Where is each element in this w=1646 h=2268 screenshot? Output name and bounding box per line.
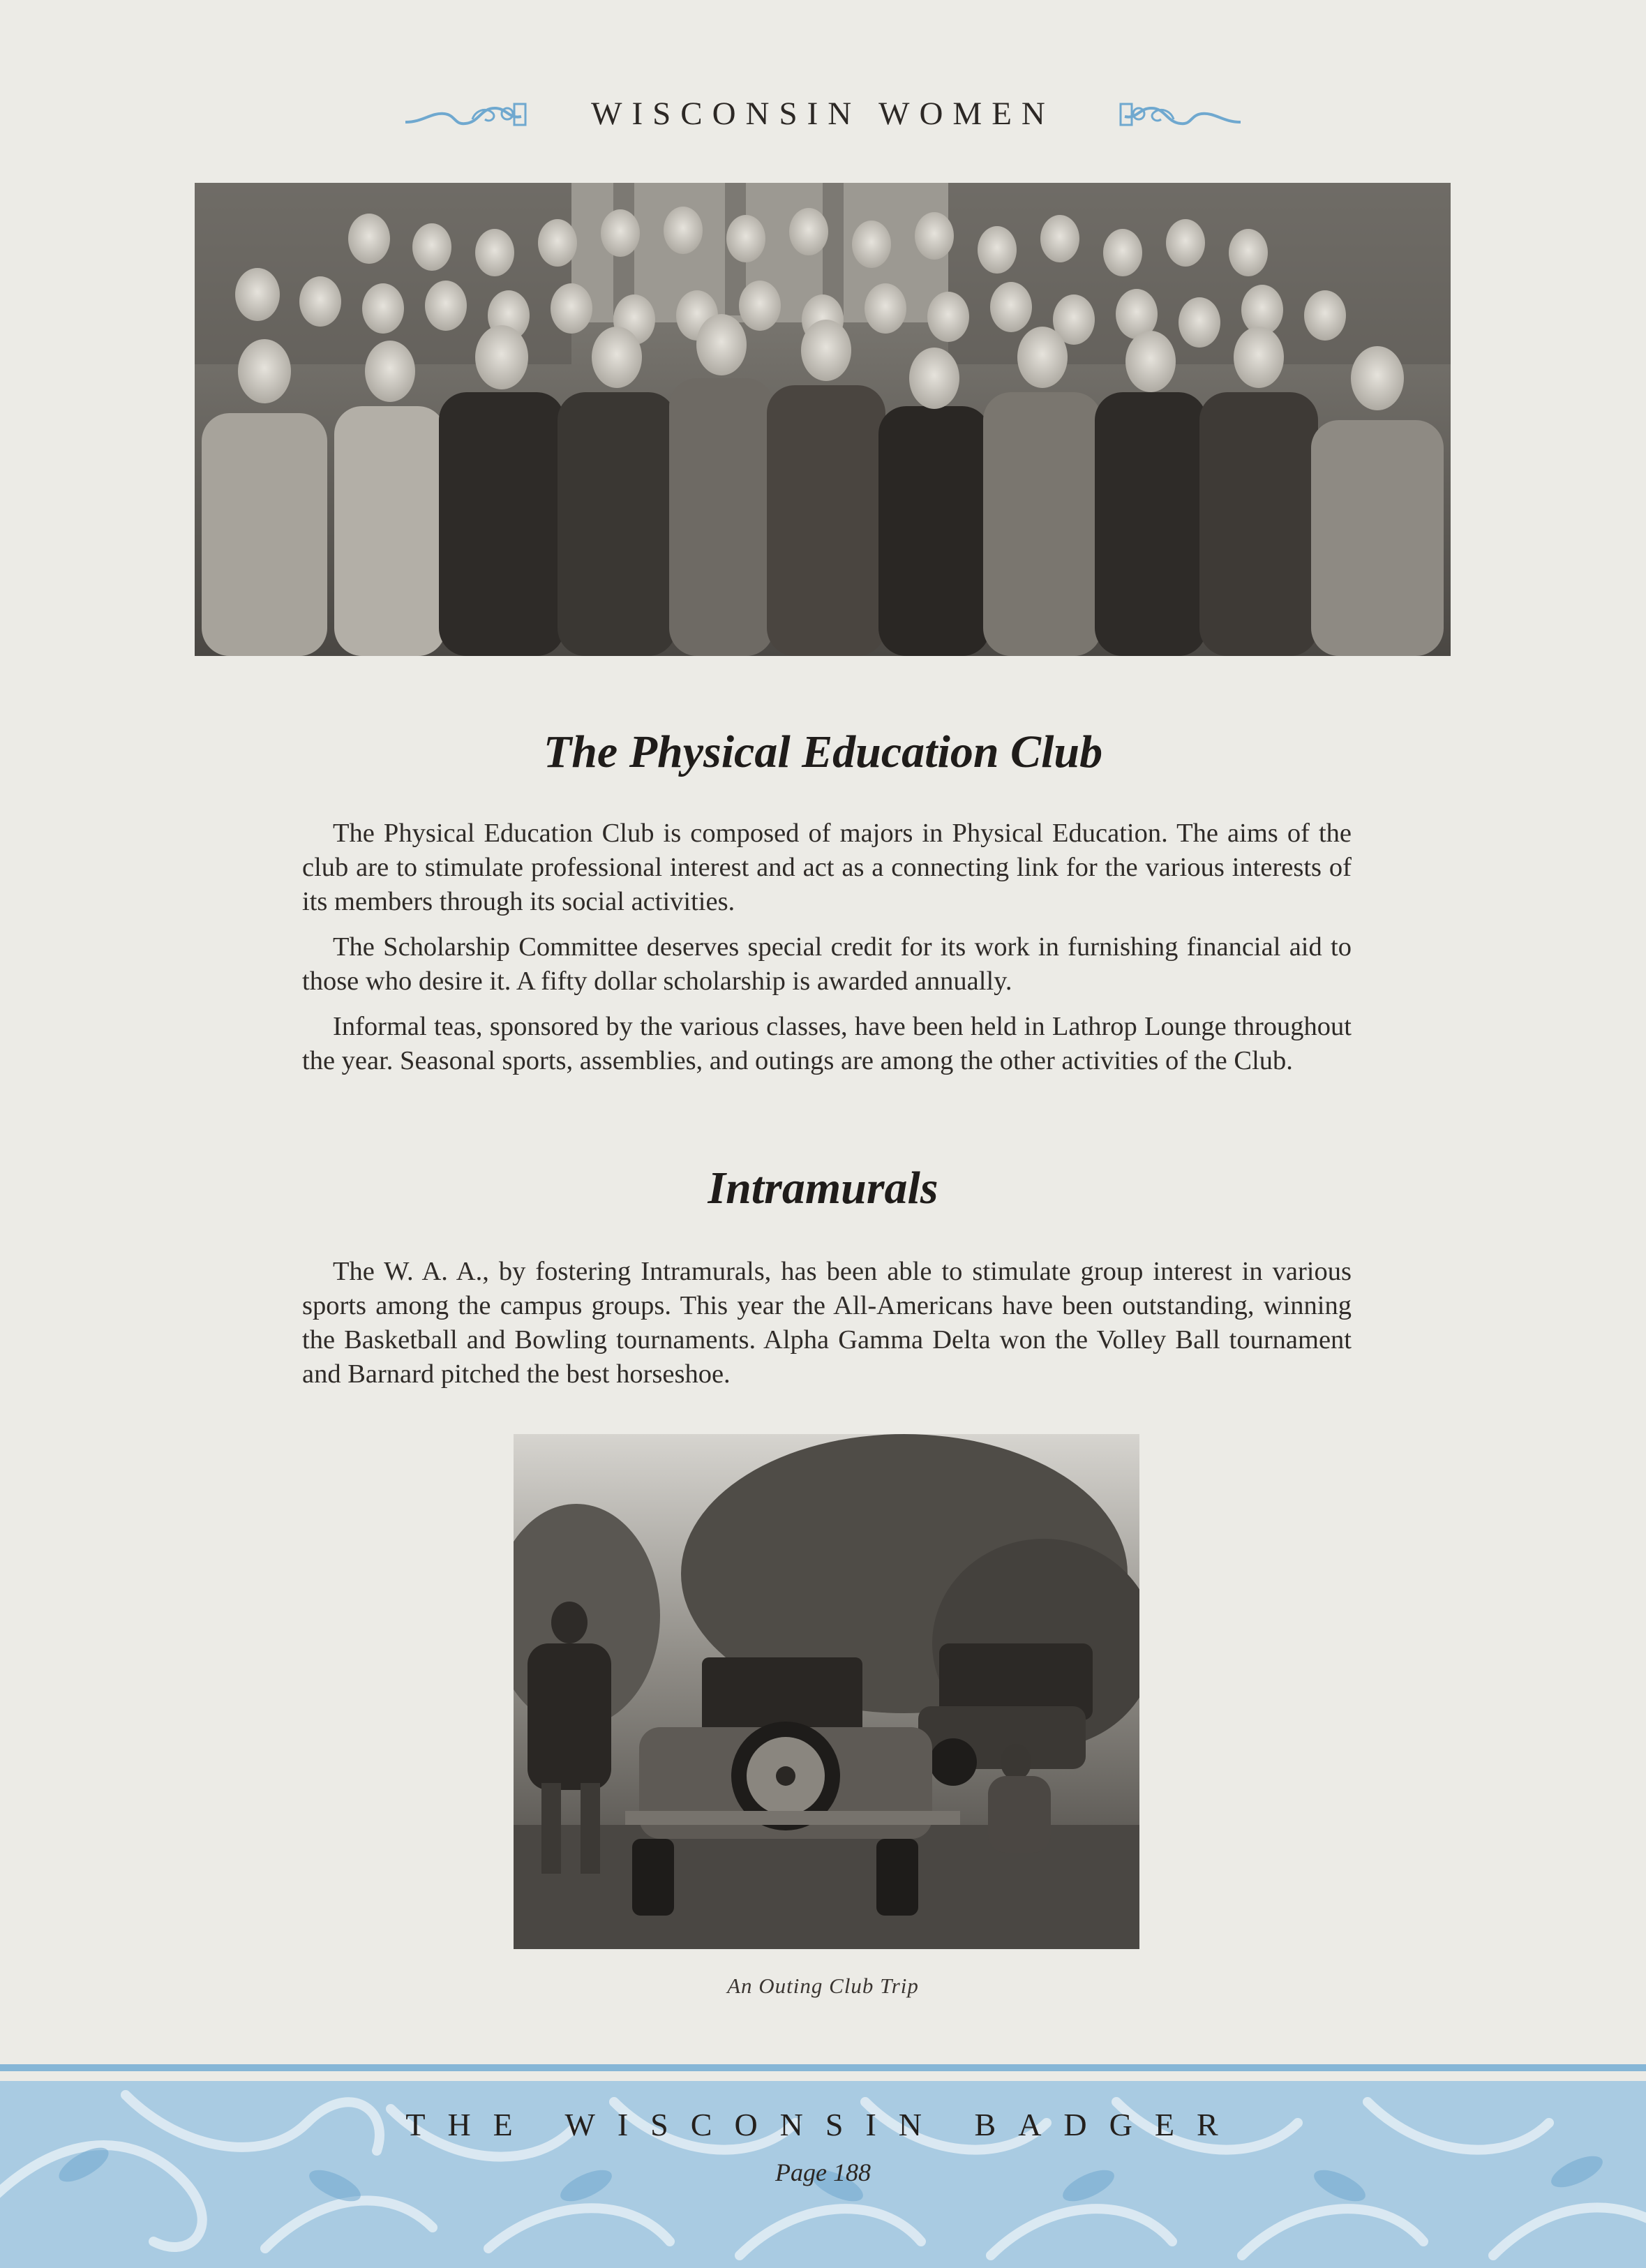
intramurals-text: [302, 1255, 1352, 1403]
pec-paragraph-1: The Physical Education Club is composed of majors in Physical Education. The aims of the club are to stimulate professional interest and act as a connecting link for the various interests of its members through its social activities.: [302, 819, 1352, 916]
heading-intramurals: Intramurals: [708, 1163, 938, 1214]
pec-paragraph-3: Informal teas, sponsored by the various classes, have been held in Lathrop Lounge throughout the year. Seasonal sports, assemblies, and outings are among the other activities of the Club.: [302, 1012, 1352, 1075]
footer-title: THE WISCONSIN BADGER: [405, 2107, 1241, 2142]
photo-caption: An Outing Club Trip: [727, 1974, 919, 1998]
right-flourish-ornament: [1118, 98, 1243, 129]
pec-paragraph-2: The Scholarship Committee deserves special credit for its work in furnishing financial aid to those who desire it. A fifty dollar scholarship is awarded annually.: [302, 932, 1352, 996]
group-photo-image: [195, 183, 1451, 656]
physical-education-club-text: [302, 816, 1352, 1089]
outing-club-photo: [514, 1434, 1139, 1949]
footer-rule: [0, 2064, 1646, 2071]
running-header-title: WISCONSIN WOMEN: [591, 96, 1055, 132]
page-number: Page 188: [775, 2158, 871, 2186]
intramurals-paragraph-1: The W. A. A., by fostering Intramurals, has been able to stimulate group interest in various sports among the campus groups. This year the All-Americans have been outstanding, winning the Basketball and Bowling tournaments. Alpha Gamma Delta won the Volley Ball tournament and Barnard pitched the best horseshoe.: [302, 1257, 1352, 1389]
outing-club-photo-image: [514, 1434, 1139, 1949]
heading-physical-education-club: The Physical Education Club: [543, 726, 1103, 777]
group-photo: [195, 183, 1451, 656]
running-header: [0, 89, 1646, 138]
left-flourish-ornament: [403, 98, 528, 129]
